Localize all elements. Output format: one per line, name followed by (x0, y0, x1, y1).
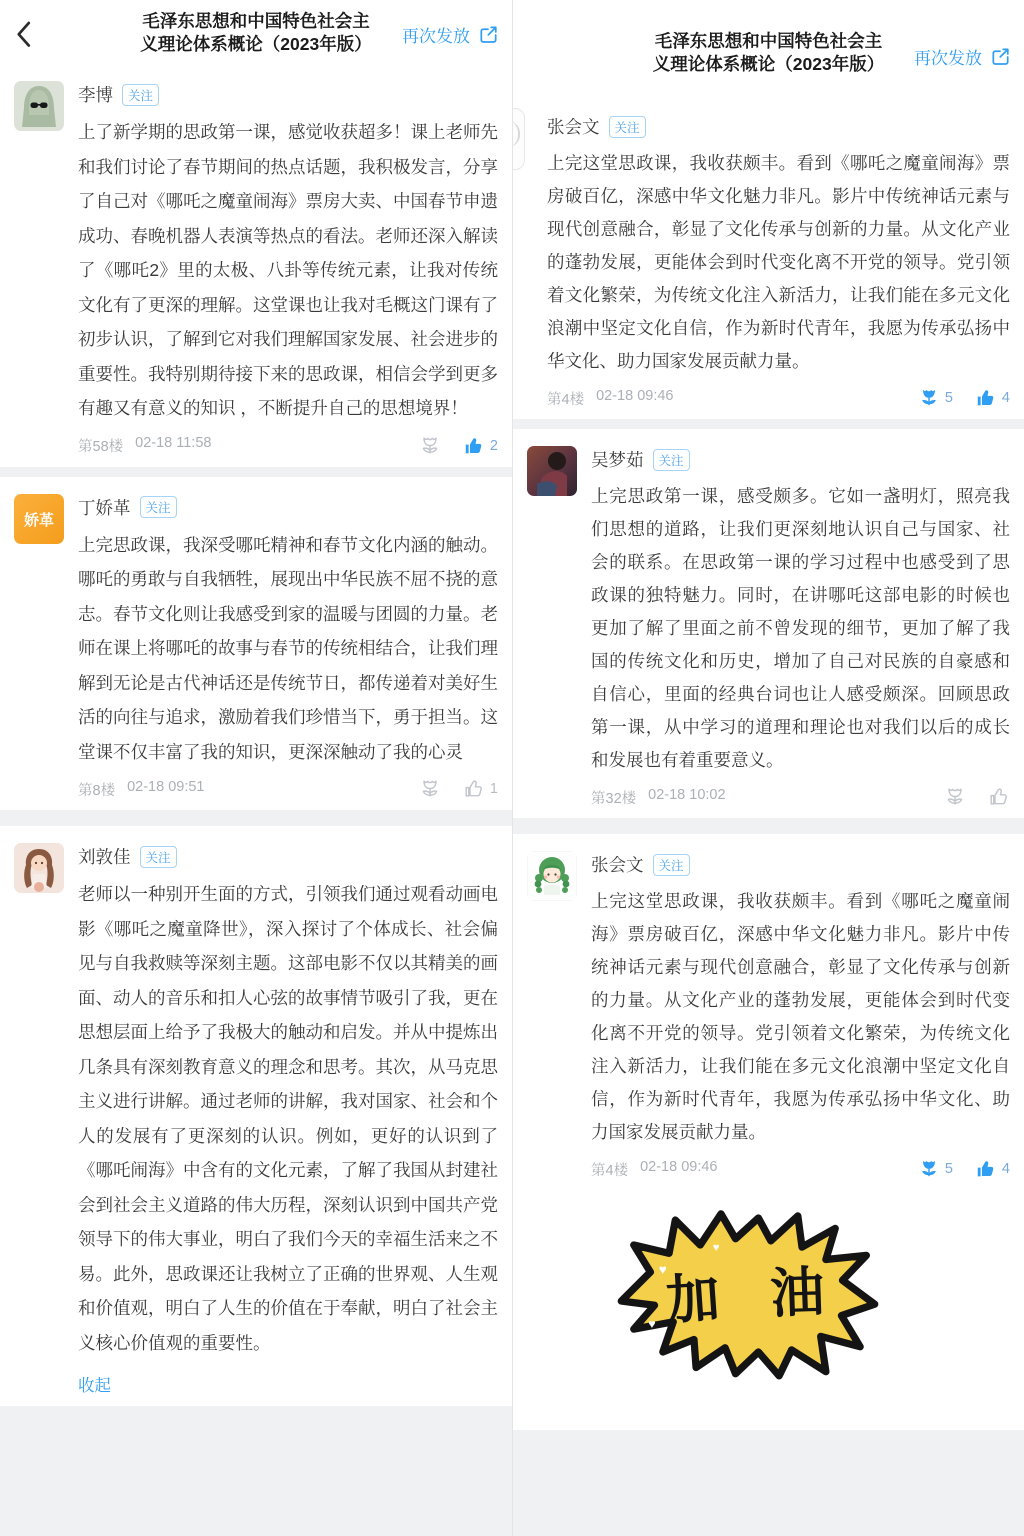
thumbs-up-icon (975, 1158, 997, 1180)
svg-text:加: 加 (663, 1267, 722, 1332)
like-count: 4 (1001, 1161, 1010, 1177)
share-icon (477, 23, 500, 46)
thumbs-up-icon (975, 387, 997, 409)
comment-meta (591, 787, 726, 808)
comment-card (0, 64, 512, 467)
floor-label: 第4楼 (547, 391, 585, 408)
comment-text: 上完思政课，我深受哪吒精神和春节文化内涵的触动。哪吒的勇敢与自我牺牲，展现出中华民族不屈不挠的意志。春节文化则让我感受到家的温暖与团圆的力量。老师在课上将哪吒的故事与春节的传统相结合，让我们理解到无论是古代神话还是传统节日，都传递着对美好生活的向往与追求，激励着我们珍惜当下，勇于担当。这堂课不仅丰富了我的知识，更深深触动了我的心灵 (78, 534, 498, 762)
author-name: 李博 (78, 85, 113, 105)
floor-label: 第4楼 (591, 1162, 629, 1179)
comment-meta (591, 1159, 717, 1180)
comment-card (0, 826, 512, 1406)
timestamp: 02-18 09:46 (640, 1158, 718, 1175)
like-button[interactable] (975, 387, 1010, 409)
follow-badge[interactable]: 关注 (122, 84, 159, 106)
flower-icon (918, 387, 940, 409)
svg-text:♥: ♥ (681, 1349, 688, 1361)
author-name: 刘敦佳 (78, 847, 131, 867)
author-name: 丁娇革 (78, 497, 131, 518)
right-header (513, 0, 1024, 96)
like-count: 4 (1001, 390, 1010, 406)
flower-icon (944, 786, 966, 808)
redistribute-button[interactable]: 再次发放 (914, 44, 1012, 69)
flower-count: 5 (944, 1161, 953, 1177)
svg-text:♥: ♥ (648, 1317, 656, 1332)
comment-card (513, 834, 1024, 1190)
comment-card (0, 477, 512, 811)
redistribute-button[interactable]: 再次发放 (402, 22, 500, 47)
flower-button[interactable] (419, 778, 441, 800)
comment-text: 上完思政第一课，感受颇多。它如一盏明灯，照亮我们思想的道路，让我们更深刻地认识自己与国家、社会的联系。在思政第一课的学习过程中也感受到了思政课的独特魅力。同时，在讲哪吒这部电影的时候也更加了解了里面之前不曾发现的细节，更加了解了我国的传统文化和历史，增加了自己对民族的自豪感和自信心，里面的经典台词也让人感受颇深。回顾思政第一课，从中学习的道理和理论也对我们以后的成长和发展也有着重要意义。 (591, 486, 1010, 770)
flower-count: 5 (944, 390, 953, 406)
avatar[interactable] (14, 81, 64, 131)
flower-icon (918, 1158, 940, 1180)
flower-button[interactable] (944, 786, 966, 808)
like-count: 2 (489, 437, 498, 454)
avatar[interactable] (14, 494, 64, 544)
course-title: 毛泽东思想和中国特色社会主 义理论体系概论（2023年版） (140, 11, 372, 54)
comment-text: 老师以一种别开生面的方式，引领我们通过观看动画电影《哪吒之魔童降世》，深入探讨了个体成长、社会偏见与自我救赎等深刻主题。这部电影不仅以其精美的画面、动人的音乐和扣人心弦的故事情节吸引了我，更在思想层面上给予了我极大的触动和启发。并从中提炼出几条具有深刻教育意义的理念和思考。其次，从马克思主义进行讲解。通过老师的讲解，我对国家、社会和个人的发展有了更深刻的认识。例如，更好的认识到了《哪吒闹海》中含有的文化元素，了解了我国从封建社会到社会主义道路的伟大历程，深刻认识到中国共产党领导下的伟大事业，明白了我们今天的幸福生活来之不易。此外，思政课还让我树立了正确的世界观、人生观和价值观，明白了人生的价值在于奉献，明白了社会主义核心价值观的重要性。 (78, 884, 498, 1353)
comment-meta (78, 779, 204, 800)
svg-text:娇革: 娇革 (23, 511, 55, 529)
flower-button[interactable] (918, 387, 953, 409)
flower-icon (419, 778, 441, 800)
author-name: 吴梦茹 (591, 450, 644, 470)
floor-label: 第58楼 (78, 439, 124, 455)
comment-text: 上完这堂思政课，我收获颇丰。看到《哪吒之魔童闹海》票房破百亿，深感中华文化魅力非凡。影片中传统神话元素与现代创意融合，彰显了文化传承与创新的力量。从文化产业的蓬勃发展，更能体会到时代变化离不开党的领导。党引领着文化繁荣，为传统文化注入新活力，让我们能在多元文化浪潮中坚定文化自信，作为新时代青年，我愿为传承弘扬中华文化、助力国家发展贡献力量。 (591, 891, 1010, 1142)
avatar[interactable] (527, 851, 577, 901)
comment-card (513, 96, 1024, 419)
floor-label: 第32楼 (591, 790, 637, 807)
floor-label: 第8楼 (78, 782, 116, 799)
svg-text:油: 油 (769, 1262, 826, 1325)
comment-text: 上完这堂思政课，我收获颇丰。看到《哪吒之魔童闹海》票房破百亿，深感中华文化魅力非凡。影片中传统神话元素与现代创意融合，彰显了文化传承与创新的力量。从文化产业的蓬勃发展，更能体会到时代变化离不开党的领导。党引领着文化繁荣，为传统文化注入新活力，让我们能在多元文化浪潮中坚定文化自信，作为新时代青年，我愿为传承弘扬中华文化、助力国家发展贡献力量。 (547, 153, 1010, 371)
comment-meta (78, 435, 211, 456)
flower-button[interactable] (918, 1158, 953, 1180)
thumbs-up-icon (988, 786, 1010, 808)
panel-right (512, 0, 1024, 1536)
timestamp: 02-18 09:46 (596, 387, 674, 404)
avatar[interactable] (527, 446, 577, 496)
thumbs-up-icon (463, 435, 485, 457)
follow-badge[interactable]: 关注 (609, 116, 646, 138)
like-button[interactable] (988, 786, 1010, 808)
course-title: 毛泽东思想和中国特色社会主 义理论体系概论（2023年版） (652, 31, 885, 74)
follow-badge[interactable]: 关注 (140, 496, 177, 518)
svg-text:♥: ♥ (712, 1242, 720, 1255)
sticker-comment (513, 1190, 1024, 1430)
left-header (0, 0, 512, 64)
author-name: 张会文 (547, 117, 600, 137)
avatar (512, 108, 525, 170)
comment-card (513, 429, 1024, 818)
follow-badge[interactable]: 关注 (653, 449, 690, 471)
timestamp: 02-18 09:51 (127, 778, 205, 795)
collapse-link[interactable]: 收起 (78, 1377, 111, 1395)
thumbs-up-icon (463, 778, 485, 800)
svg-text:♥: ♥ (658, 1262, 667, 1278)
comment-text: 上了新学期的思政第一课，感觉收获超多！课上老师先和我们讨论了春节期间的热点话题，我积极发言，分享了自己对《哪吒之魔童闹海》票房大卖、中国春节申遗成功、春晚机器人表演等热点的看法。老师还深入解读了《哪吒2》里的太极、八卦等传统元素，让我对传统文化有了更深的理解。这堂课也让我对毛概这门课有了初步认识，了解到它对我们理解国家发展、社会进步的重要性。我特别期待接下来的思政课，相信会学到更多有趣又有意义的知识 ，不断提升自己的思想境界！ (78, 122, 498, 418)
back-icon[interactable] (10, 18, 40, 48)
timestamp: 02-18 11:58 (135, 435, 212, 451)
timestamp: 02-18 10:02 (648, 786, 726, 803)
share-icon (989, 45, 1012, 68)
flower-icon (419, 435, 441, 457)
author-name: 张会文 (591, 855, 644, 875)
follow-badge[interactable]: 关注 (140, 846, 177, 868)
comment-meta (547, 388, 673, 409)
like-button[interactable] (463, 778, 498, 800)
avatar[interactable] (14, 843, 64, 893)
like-count: 1 (489, 781, 498, 797)
jiayou-sticker (613, 1204, 883, 1394)
like-button[interactable] (975, 1158, 1010, 1180)
flower-button[interactable] (419, 435, 441, 457)
like-button[interactable] (463, 435, 498, 457)
follow-badge[interactable]: 关注 (653, 854, 690, 876)
